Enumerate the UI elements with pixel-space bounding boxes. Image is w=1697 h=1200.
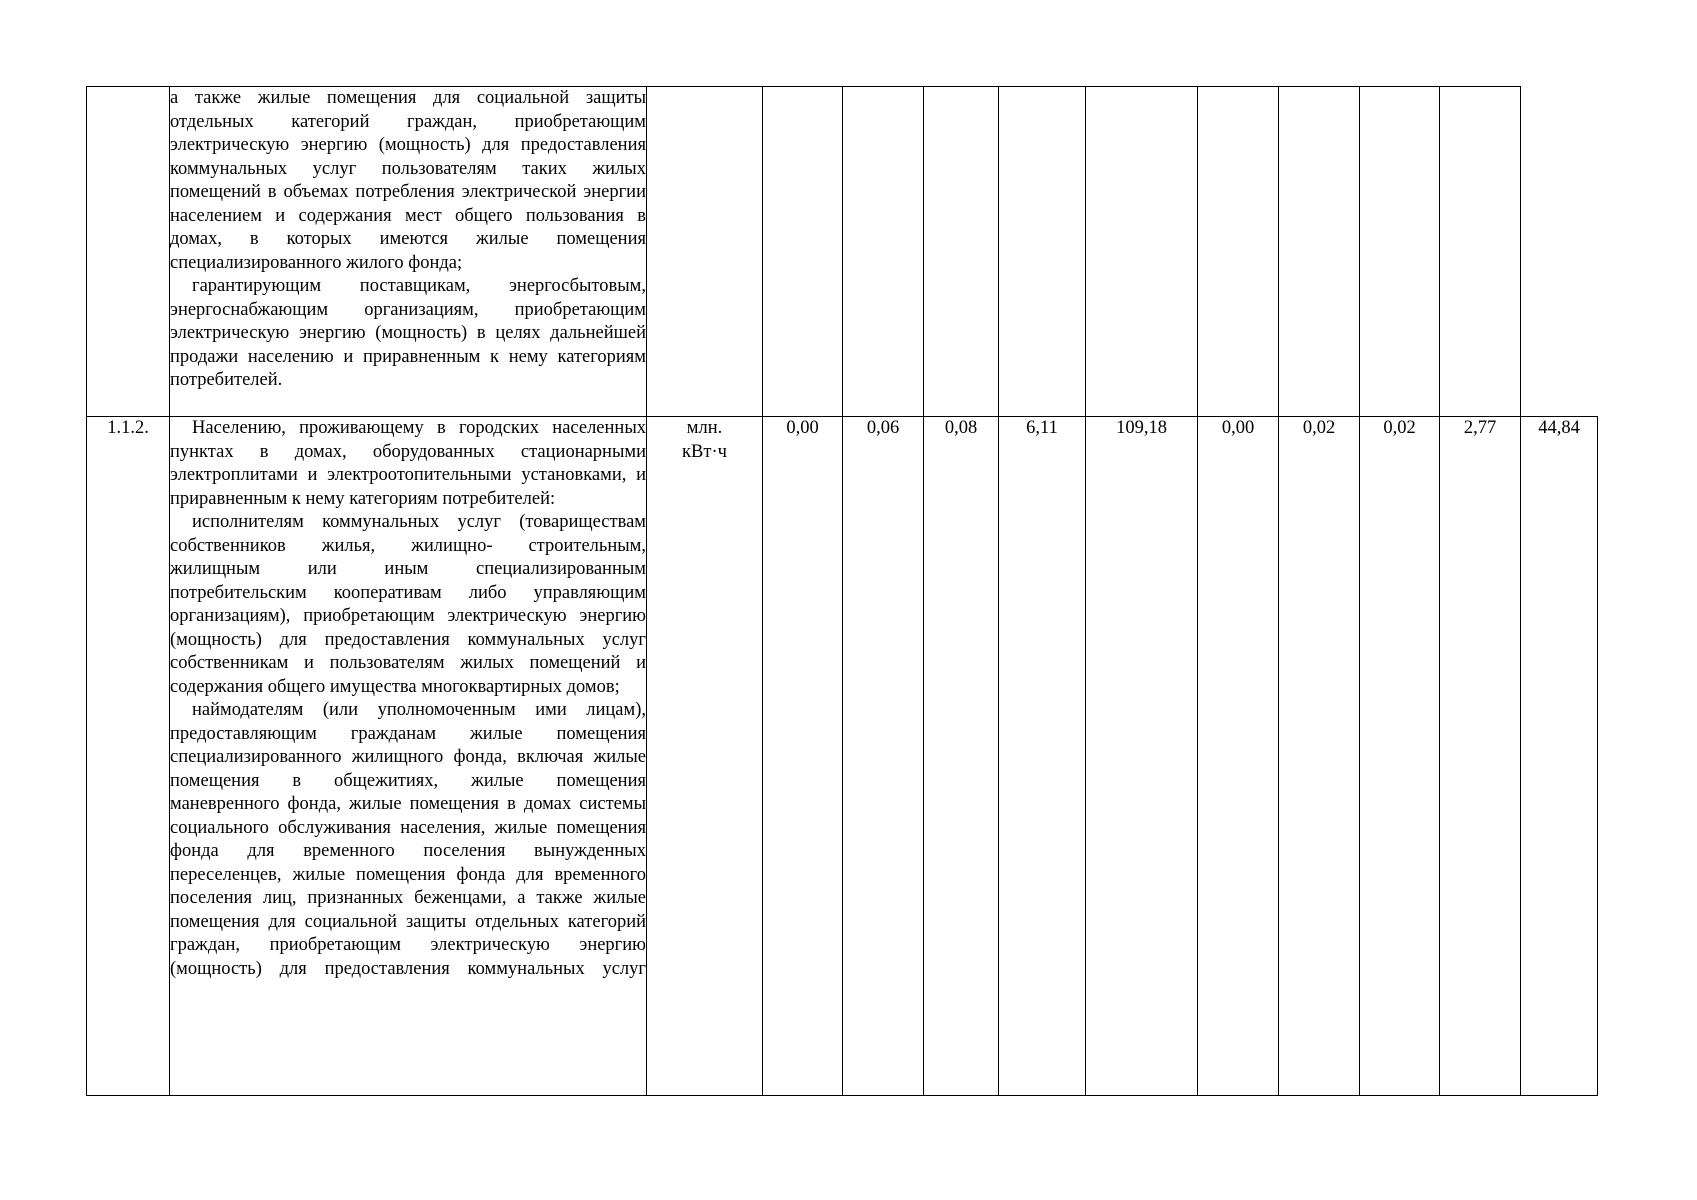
table-row bbox=[87, 417, 1598, 1096]
table-row bbox=[87, 87, 1598, 417]
value-cell bbox=[1360, 87, 1440, 417]
value-cell: 6,11 bbox=[999, 417, 1086, 1096]
unit-cell bbox=[647, 87, 763, 417]
row-number-cell: 1.1.2. bbox=[87, 417, 170, 1096]
value-cell: 0,00 bbox=[1198, 417, 1279, 1096]
row-description-cell bbox=[170, 87, 647, 417]
value-cell: 0,02 bbox=[1279, 417, 1360, 1096]
value-cell: 0,02 bbox=[1360, 417, 1440, 1096]
tariff-volume-table bbox=[86, 86, 1598, 1096]
description-paragraph: наймодателям (или уполномоченным ими лицам), предоставляющим гражданам жилые помещения специализированного жилищного фонда, включая жилые помещения в общежитиях, жилые помещения маневренного фонда, жилые помещения в домах системы социального обслуживания населения, жилые помещения фонда для временного поселения вынужденных переселенцев, жилые помещения фонда для временного поселения лиц, признанных беженцами, а также жилые помещения для социальной защиты отдельных категорий граждан, приобретающим электрическую энергию (мощность) для предоставления коммунальных услуг bbox=[170, 700, 646, 979]
value-cell bbox=[999, 87, 1086, 417]
unit-cell bbox=[647, 417, 763, 1096]
value-cell: 109,18 bbox=[1086, 417, 1198, 1096]
row-number-cell bbox=[87, 87, 170, 417]
row-description bbox=[170, 417, 646, 981]
description-paragraph: исполнителям коммунальных услуг (товариществам собственников жилья, жилищно- строительным, жилищным или иным специализированным потребительским кооперативам либо управляющим организациям), приобретающим электрическую энергию (мощность) для предоставления коммунальных услуг собственникам и пользователям жилых помещений и содержания общего имущества многоквартирных домов; bbox=[170, 512, 646, 697]
value-cell bbox=[1086, 87, 1198, 417]
value-cell bbox=[843, 87, 924, 417]
description-paragraph: а также жилые помещения для социальной защиты отдельных категорий граждан, приобретающим электрическую энергию (мощность) для предоставления коммунальных услуг пользователям таких жилых помещений в объемах потребления электрической энергии населением и содержания мест общего пользования в домах, в которых имеются жилые помещения специализированного жилого фонда; bbox=[170, 88, 646, 273]
value-cell bbox=[1279, 87, 1360, 417]
value-cell: 2,77 bbox=[1440, 417, 1521, 1096]
value-cell: 44,84 bbox=[1521, 417, 1598, 1096]
value-cell bbox=[924, 87, 999, 417]
value-cell bbox=[1198, 87, 1279, 417]
value-cell: 0,08 bbox=[924, 417, 999, 1096]
description-paragraph: гарантирующим поставщикам, энергосбытовым, энергоснабжающим организациям, приобретающим электрическую энергию (мощность) в целях дальнейшей продажи населению и приравненным к нему категориям потребителей. bbox=[170, 276, 646, 390]
row-description bbox=[170, 87, 646, 393]
value-cell: 0,06 bbox=[843, 417, 924, 1096]
unit-line: млн. bbox=[686, 418, 723, 438]
value-cell: 0,00 bbox=[763, 417, 843, 1096]
row-description-cell bbox=[170, 417, 647, 1096]
value-cell bbox=[1440, 87, 1521, 417]
value-cell bbox=[763, 87, 843, 417]
unit-line: кВт·ч bbox=[682, 441, 727, 462]
description-paragraph: Населению, проживающему в городских населенных пунктах в домах, оборудованных стационарными электроплитами и электроотопительными установками, и приравненным к нему категориям потребителей: bbox=[170, 418, 646, 509]
